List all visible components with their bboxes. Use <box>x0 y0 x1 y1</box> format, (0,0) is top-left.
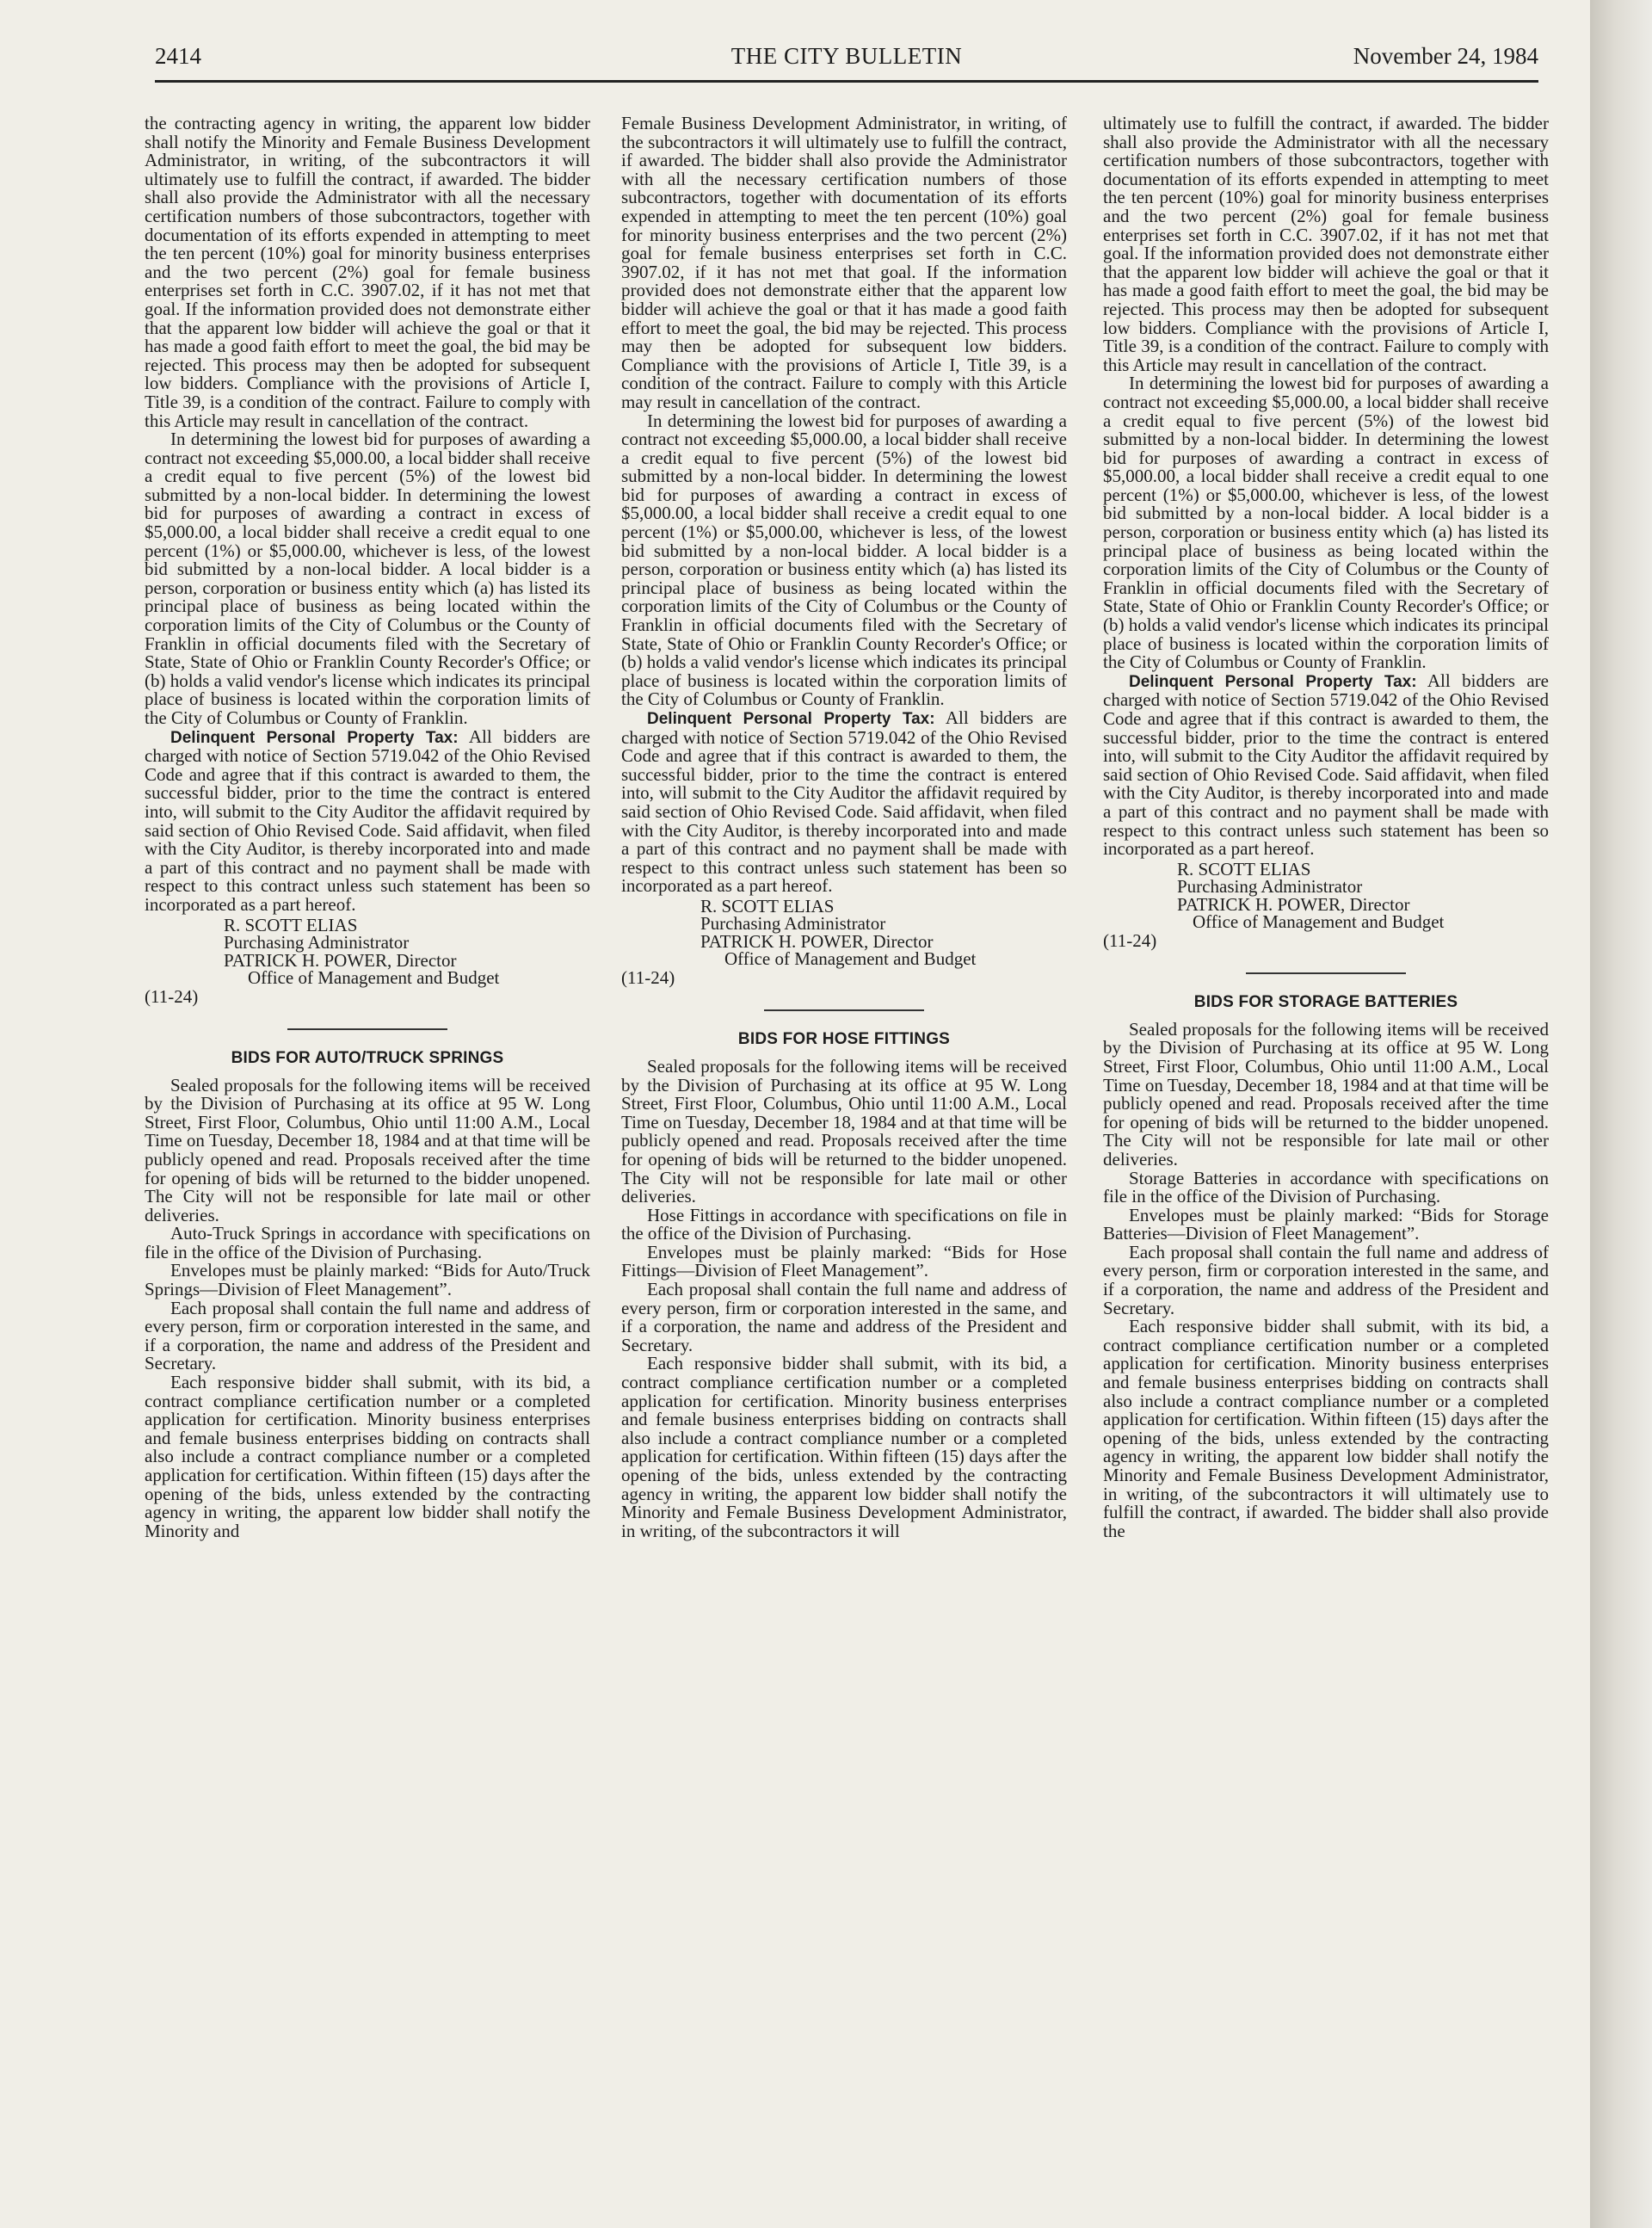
adjacent-page-edge <box>1590 0 1652 2228</box>
signer-role: Purchasing Administrator <box>700 913 886 935</box>
paragraph: Storage Batteries in accordance with specifications on file in the office of the Division of Purchasing. <box>1103 1167 1549 1207</box>
section-heading: BIDS FOR STORAGE BATTERIES <box>1193 992 1458 1011</box>
paragraph-label: Delinquent Personal Property Tax: <box>1129 672 1417 691</box>
column-3 <box>1103 114 1549 2214</box>
page-header <box>155 43 1538 77</box>
paragraph: ultimately use to fulfill the contract, if awarded. The bidder shall also provide the Administrator with all the necessary certification numbers of those subcontractors, together with documentation of its efforts expended in attempting to meet the ten percent (10%) goal for minority business enterprises and the two percent (2%) goal for female business enterprises set forth in C.C. 3907.02, if it has not met that goal. If the information provided does not demonstrate either that the apparent low bidder will achieve the goal or that it has made a good faith effort to meet the goal, the bid may be rejected. This process may then be adopted for subsequent low bidders. Compliance with the provisions of Article I, Title 39, is a condition of the contract. Failure to comply with this Article may result in cancellation of the contract. <box>1103 114 1549 375</box>
signer-name: R. SCOTT ELIAS <box>224 914 358 935</box>
paragraph: Each proposal shall contain the full name and address of every person, firm or corporation interested in the same, and if a corporation, the name and address of the President and Secretary. <box>621 1279 1067 1355</box>
notice-code: (11-24) <box>1103 929 1157 951</box>
paragraph: Each responsive bidder shall submit, with its bid, a contract compliance certification number or a completed application for certification. Minority business enterprises and female business enterprises bidding on contracts shall also include a contract compliance number or a completed application for certification. Within fifteen (15) days after the opening of the bids, unless extended by the contracting agency in writing, the apparent low bidder shall notify the Minority and Female Business Development Administrator, in writing, of the subcontractors it will <box>621 1353 1067 1541</box>
paragraph: Each proposal shall contain the full name and address of every person, firm or corporation interested in the same, and if a corporation, the name and address of the President and Secretary. <box>1103 1241 1549 1318</box>
paragraph: Auto-Truck Springs in accordance with specifications on file in the office of the Division of Purchasing. <box>145 1223 590 1262</box>
signer-name-2: PATRICK H. POWER, Director <box>1177 893 1410 915</box>
signature-block <box>621 895 1067 988</box>
paragraph: Sealed proposals for the following items will be received by the Division of Purchasing at its office at 95 W. Long Street, First Floor, Columbus, Ohio until 11:00 A.M., Local Time on Tuesday, December 18, 1984 and at that time will be publicly opened and read. Proposals received after the time for opening of bids will be returned to the bidder unopened. The City will not be responsible for late mail or other deliveries. <box>145 1074 590 1225</box>
signer-name-2: PATRICK H. POWER, Director <box>700 930 934 952</box>
paragraph: In determining the lowest bid for purposes of awarding a contract not exceeding $5,000.00, a local bidder shall receive a credit equal to five percent (5%) of the lowest bid submitted by a non-local bidder. In determining the lowest bid for purposes of awarding a contract in excess of $5,000.00, a local bidder shall receive a credit equal to one percent (1%) or $5,000.00, whichever is less, of the lowest bid submitted by a non-local bidder. A local bidder is a person, corporation or business entity which (a) has listed its principal place of business as being located within the corporation limits of the City of Columbus or the County of Franklin in official documents filed with the Secretary of State, State of Ohio or Franklin County Recorder's Office; or (b) holds a valid vendor's license which indicates its principal place of business is located within the corporation limits of the City of Columbus or County of Franklin. <box>621 410 1067 710</box>
section-heading: BIDS FOR HOSE FITTINGS <box>737 1029 951 1048</box>
signer-name: R. SCOTT ELIAS <box>700 895 835 917</box>
column-2 <box>621 114 1067 2214</box>
paragraph: Envelopes must be plainly marked: “Bids for Storage Batteries—Division of Fleet Management”. <box>1103 1204 1549 1244</box>
notice-code: (11-24) <box>621 966 675 988</box>
paragraph: In determining the lowest bid for purposes of awarding a contract not exceeding $5,000.00, a local bidder shall receive a credit equal to five percent (5%) of the lowest bid submitted by a non-local bidder. In determining the lowest bid for purposes of awarding a contract in excess of $5,000.00, a local bidder shall receive a credit equal to one percent (1%) or $5,000.00, whichever is less, of the lowest bid submitted by a non-local bidder. A local bidder is a person, corporation or business entity which (a) has listed its principal place of business as being located within the corporation limits of the City of Columbus or the County of Franklin in official documents filed with the Secretary of State, State of Ohio or Franklin County Recorder's Office; or (b) holds a valid vendor's license which indicates its principal place of business is located within the corporation limits of the City of Columbus or County of Franklin. <box>145 429 590 728</box>
signature-block <box>145 914 590 1007</box>
signer-role: Purchasing Administrator <box>1177 876 1363 898</box>
signer-role: Purchasing Administrator <box>224 932 410 954</box>
paragraph <box>621 709 1067 896</box>
notice-code: (11-24) <box>145 985 199 1007</box>
signer-role-2: Office of Management and Budget <box>248 967 500 989</box>
paragraph: Sealed proposals for the following items will be received by the Division of Purchasing at its office at 95 W. Long Street, First Floor, Columbus, Ohio until 11:00 A.M., Local Time on Tuesday, December 18, 1984 and at that time will be publicly opened and read. Proposals received after the time for opening of bids will be returned to the bidder unopened. The City will not be responsible for late mail or other deliveries. <box>1103 1018 1549 1170</box>
issue-date: November 24, 1984 <box>1353 43 1538 69</box>
paragraph: Each responsive bidder shall submit, with its bid, a contract compliance certification number or a completed application for certification. Minority business enterprises and female business enterprises bidding on contracts shall also include a contract compliance number or a completed application for certification. Within fifteen (15) days after the opening of the bids, unless extended by the contracting agency in writing, the apparent low bidder shall notify the Minority and <box>145 1372 590 1541</box>
paragraph: In determining the lowest bid for purposes of awarding a contract not exceeding $5,000.00, a local bidder shall receive a credit equal to five percent (5%) of the lowest bid submitted by a non-local bidder. In determining the lowest bid for purposes of awarding a contract in excess of $5,000.00, a local bidder shall receive a credit equal to one percent (1%) or $5,000.00, whichever is less, of the lowest bid submitted by a non-local bidder. A local bidder is a person, corporation or business entity which (a) has listed its principal place of business as being located within the corporation limits of the City of Columbus or the County of Franklin in official documents filed with the Secretary of State, State of Ohio or Franklin County Recorder's Office; or (b) holds a valid vendor's license which indicates its principal place of business is located within the corporation limits of the City of Columbus or County of Franklin. <box>1103 373 1549 673</box>
column-1 <box>145 114 590 2214</box>
section-divider <box>1246 972 1406 974</box>
paragraph: Each responsive bidder shall submit, with its bid, a contract compliance certification number or a completed application for certification. Minority business enterprises and female business enterprises bidding on contracts shall also include a contract compliance number or a completed application for certification. Within fifteen (15) days after the opening of the bids, unless extended by the contracting agency in writing, the apparent low bidder shall notify the Minority and Female Business Development Administrator, in writing, of the subcontractors it will ultimately use to fulfill the contract, if awarded. The bidder shall also provide the <box>1103 1316 1549 1541</box>
paragraph: Sealed proposals for the following items will be received by the Division of Purchasing at its office at 95 W. Long Street, First Floor, Columbus, Ohio until 11:00 A.M., Local Time on Tuesday, December 18, 1984 and at that time will be publicly opened and read. Proposals received after the time for opening of bids will be returned to the bidder unopened. The City will not be responsible for late mail or other deliveries. <box>621 1055 1067 1207</box>
paragraph: Envelopes must be plainly marked: “Bids for Auto/Truck Springs—Division of Fleet Management”. <box>145 1260 590 1300</box>
section-heading: BIDS FOR AUTO/TRUCK SPRINGS <box>231 1048 504 1067</box>
paragraph: the contracting agency in writing, the apparent low bidder shall notify the Minority and Female Business Development Administrator, in writing, of the subcontractors it will ultimately use to fulfill the contract, if awarded. The bidder shall also provide the Administrator with all the necessary certification numbers of those subcontractors, together with documentation of its efforts expended in attempting to meet the ten percent (10%) goal for minority business enterprises and the two percent (2%) goal for female business enterprises set forth in C.C. 3907.02, if it has not met that goal. If the information provided does not demonstrate either that the apparent low bidder will achieve the goal or that it has made a good faith effort to meet the goal, the bid may be rejected. This process may then be adopted for subsequent low bidders. Compliance with the provisions of Article I, Title 39, is a condition of the contract. Failure to comply with this Article may result in cancellation of the contract. <box>145 114 590 431</box>
paragraph-text: All bidders are charged with notice of Section 5719.042 of the Ohio Revised Code and agree that if this contract is awarded to them, the successful bidder, prior to the time the contract is entered into, will submit to the City Auditor the affidavit required by said section of Ohio Revised Code. Said affidavit, when filed with the City Auditor, is thereby incorporated into and made a part of this contract and no payment shall be made with respect to this contract unless such statement has been so incorporated as a part hereof. <box>1103 670 1549 860</box>
paragraph-text: All bidders are charged with notice of Section 5719.042 of the Ohio Revised Code and agree that if this contract is awarded to them, the successful bidder, prior to the time the contract is entered into, will submit to the City Auditor the affidavit required by said section of Ohio Revised Code. Said affidavit, when filed with the City Auditor, is thereby incorporated into and made a part of this contract and no payment shall be made with respect to this contract unless such statement has been so incorporated as a part hereof. <box>145 725 590 915</box>
paragraph: Hose Fittings in accordance with specifications on file in the office of the Division of Purchasing. <box>621 1204 1067 1244</box>
section-divider <box>764 1009 924 1011</box>
section-divider <box>287 1028 447 1030</box>
paragraph: Each proposal shall contain the full name and address of every person, firm or corporation interested in the same, and if a corporation, the name and address of the President and Secretary. <box>145 1297 590 1374</box>
signer-role-2: Office of Management and Budget <box>1193 911 1445 933</box>
paragraph <box>145 725 590 915</box>
page-number: 2414 <box>155 43 201 69</box>
signer-name-2: PATRICK H. POWER, Director <box>224 949 457 971</box>
paragraph: Envelopes must be plainly marked: “Bids for Hose Fittings—Division of Fleet Management”. <box>621 1241 1067 1281</box>
paragraph-label: Delinquent Personal Property Tax: <box>170 728 459 747</box>
signer-name: R. SCOTT ELIAS <box>1177 858 1311 879</box>
paragraph: Female Business Development Administrator, in writing, of the subcontractors it will ultimately use to fulfill the contract, if awarded. The bidder shall also provide the Administrator with all the necessary certification numbers of those subcontractors, together with documentation of its efforts expended in attempting to meet the ten percent (10%) goal for minority business enterprises and the two percent (2%) goal for female business enterprises set forth in C.C. 3907.02, if it has not met that goal. If the information provided does not demonstrate either that the apparent low bidder will achieve the goal or that it has made a good faith effort to meet the goal, the bid may be rejected. This process may then be adopted for subsequent low bidders. Compliance with the provisions of Article I, Title 39, is a condition of the contract. Failure to comply with this Article may result in cancellation of the contract. <box>621 114 1067 412</box>
publication-title: THE CITY BULLETIN <box>730 43 963 69</box>
signature-block <box>1103 858 1549 951</box>
signer-role-2: Office of Management and Budget <box>724 948 977 970</box>
paragraph <box>1103 672 1549 859</box>
header-rule <box>155 80 1538 83</box>
paragraph-label: Delinquent Personal Property Tax: <box>647 710 935 728</box>
paragraph-text: All bidders are charged with notice of Section 5719.042 of the Ohio Revised Code and agree that if this contract is awarded to them, the successful bidder, prior to the time the contract is entered into, will submit to the City Auditor the affidavit required by said section of Ohio Revised Code. Said affidavit, when filed with the City Auditor, is thereby incorporated into and made a part of this contract and no payment shall be made with respect to this contract unless such statement has been so incorporated as a part hereof. <box>621 707 1067 897</box>
